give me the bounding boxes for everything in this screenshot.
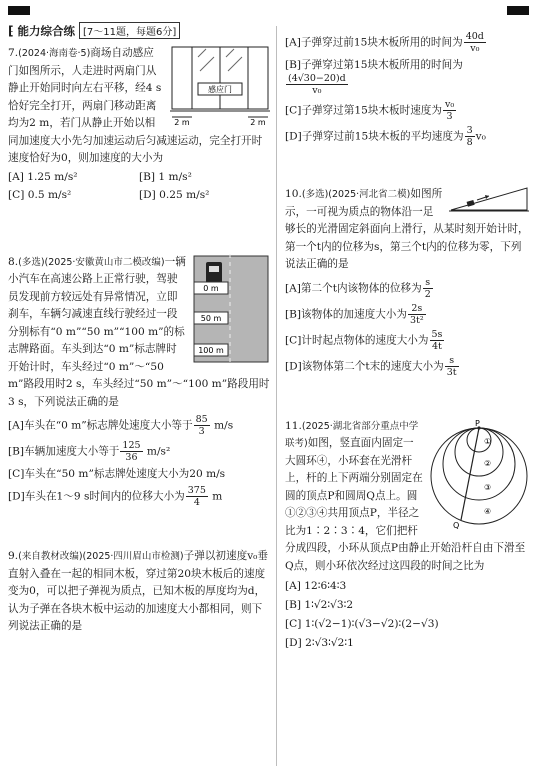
option-b[interactable]: [B]车辆加速度大小等于 $\frac{125}{36}$ m/s² (8, 440, 171, 463)
column-divider (276, 26, 277, 766)
question-text: 如图，竖直面内固定一大圆环④，小环套在光滑杆上，杆的上下两端分别固定在圆的顶点P和圆周Q点上。圆①②③④共用顶点P，半径之比为1∶2∶3∶4，它们把杆分成四段，小环从顶点P由静止开始沿杆自由下滑至Q点，则小环依次经过这四段的时间之比为 (285, 437, 526, 572)
question-source: (多选)(2025·河北省二模) (301, 189, 411, 200)
section-note: [7～11题，每题6分] (79, 22, 180, 39)
question-number: 9. (8, 550, 19, 562)
options-row (8, 187, 270, 204)
sign-0m: 0 m (203, 283, 219, 293)
section-header (8, 22, 270, 39)
option-d[interactable]: [D] 2∶√3∶√2∶1 (285, 637, 354, 649)
fraction: $\frac{5s}{4t}$ (431, 328, 443, 352)
section-title: 能力综合练 (17, 23, 75, 38)
option-a[interactable]: [A]子弹穿过前15块木板所用的时间为 $\frac{40d}{\text{v₀}}$ (285, 31, 484, 54)
question-text: 商场自动感应门如图所示，人走进时两扇门从静止开始同时向左右平移，经4 s恰好完全打开，两扇门移动距离均为2 m，若门从静止开始以相同加速度大小先匀加速运动后匀减速运动，完全打开时速度恰好为0，则加速度的大小为 (8, 47, 263, 164)
highway-road-figure (192, 254, 270, 364)
point-q: Q (453, 520, 460, 530)
option-c[interactable]: [C]计时起点物体的速度大小为 $\frac{5s}{4t}$ (285, 328, 443, 352)
question-text: 子弹以初速度v₀垂直射入叠在一起的相同木板，穿过第20块木板后的速度变为0，可以把子弹视为质点，已知木板的厚度均为d，认为子弹在各块木板中运动的加速度大小都相同，则下列说法正确的是 (8, 550, 269, 632)
question-9-options (285, 31, 529, 148)
option-a[interactable]: [A] 12∶6∶4∶3 (285, 580, 347, 592)
option-c[interactable]: [C]车头在“50 m”标志牌处速度大小为20 m/s (8, 468, 226, 480)
question-text: 如图所示，一可视为质点的物体沿一足够长的光滑固定斜面向上滑行，从某时刻开始计时，第一个t内的位移为s，第三个t内的位移为零，下列说法正确的是 (285, 188, 529, 270)
question-text: 一辆小汽车在高速公路上正常行驶，驾驶员发现前方较远处有异常情况，立即刹车，车辆匀减速直线行驶经过一段分别标有“0 m”“50 m”“100 m”的标志牌路面。车头到达“0 m”标志牌时开始计时，车头经过“0 m”～“50 m”路段用时2 s，车头经过“50 m”～“100 m”路段用时3 s，下列说法正确的是 (8, 255, 270, 408)
left-column (8, 22, 270, 646)
circles-figure (429, 418, 529, 536)
option-b[interactable]: [B]该物体的加速度大小为 $\frac{2s}{\text{3t²}}$ (285, 302, 424, 326)
question-source: (多选)(2025·安徽黄山市二模改编) (18, 256, 165, 268)
fraction: $\frac{s}{2}$ (424, 276, 431, 300)
question-7 (8, 45, 270, 204)
fraction: $\frac{375}{4}$ (187, 485, 206, 508)
question-number: 8. (8, 255, 19, 268)
fraction: $\frac{40d}{\text{v₀}}$ (465, 31, 484, 54)
option-b[interactable]: [B]子弹穿过第15块木板所用的时间为 $\frac{(4√30-20)d}{\text{v₀}}$ (285, 59, 463, 96)
question-11 (285, 418, 529, 652)
point-p: P (475, 418, 480, 428)
fraction: $\frac{\text{v₀}}{3}$ (444, 99, 455, 122)
question-number: 10. (285, 188, 302, 200)
question-source: (2025·湖北省部分重点中学联考) (285, 420, 419, 449)
header-bar-left (8, 6, 30, 15)
sign-100m: 100 m (198, 345, 224, 355)
right-distance-label: 2 m (250, 118, 266, 127)
fraction: $\frac{125}{36}$ (122, 440, 141, 463)
options-row (8, 169, 270, 186)
option-a[interactable]: [A]第二个t内该物体的位移为 $\frac{s}{2}$ (285, 276, 431, 300)
question-9-stem (8, 548, 270, 636)
circle-3-label: ③ (484, 482, 492, 492)
bracket-icon: ⁅ (8, 23, 14, 38)
option-b[interactable]: [B] 1∶√2∶√3∶2 (285, 599, 354, 611)
question-10 (285, 186, 529, 378)
option-d[interactable]: [D]子弹穿过前15块木板的平均速度为 $\frac{3}{8}$ v₀ (285, 125, 486, 148)
circle-1-label: ① (484, 436, 492, 446)
sign-50m: 50 m (200, 313, 222, 323)
fraction: $\frac{(4√30-20)d}{\text{v₀}}$ (288, 73, 346, 96)
circle-2-label: ② (484, 458, 492, 468)
question-source: (来自教材改编)(2025·四川眉山市检测) (18, 551, 184, 562)
fraction: $\frac{85}{3}$ (195, 414, 208, 437)
left-distance-label: 2 m (174, 118, 190, 127)
option-d[interactable]: [D]该物体第二个t末的速度大小为 $\frac{s}{3t}$ (285, 354, 457, 378)
door-sensor-label: 感应门 (208, 85, 232, 94)
option-d[interactable]: [D]车头在1～9 s时间内的位移大小为 $\frac{375}{4}$ m (8, 485, 223, 508)
question-number: 11. (285, 419, 302, 432)
option-c[interactable]: [C] 0.5 m/s² (8, 188, 72, 201)
incline-figure (449, 186, 529, 212)
auto-door-figure (170, 45, 270, 127)
fraction: $\frac{s}{3t}$ (446, 354, 457, 378)
circle-4-label: ④ (484, 506, 492, 516)
question-source: (2024·海南卷·5) (18, 48, 91, 59)
right-column (285, 28, 529, 661)
fraction: $\frac{3}{8}$ (466, 125, 473, 148)
question-number: 7. (8, 47, 19, 59)
option-a[interactable]: [A]车头在“0 m”标志牌处速度大小等于 $\frac{85}{3}$ m/s (8, 414, 234, 437)
question-8 (8, 254, 270, 509)
fraction: $\frac{2s}{\text{3t²}}$ (410, 302, 424, 326)
option-b[interactable]: [B] 1 m/s² (139, 170, 192, 183)
option-a[interactable]: [A] 1.25 m/s² (8, 170, 78, 183)
option-c[interactable]: [C]子弹穿过第15块木板时速度为 $\frac{\text{v₀}}{3}$ (285, 99, 455, 122)
option-c[interactable]: [C] 1∶(√2−1)∶(√3−√2)∶(2−√3) (285, 618, 439, 630)
option-d[interactable]: [D] 0.25 m/s² (139, 188, 210, 201)
header-bar-right (507, 6, 529, 15)
